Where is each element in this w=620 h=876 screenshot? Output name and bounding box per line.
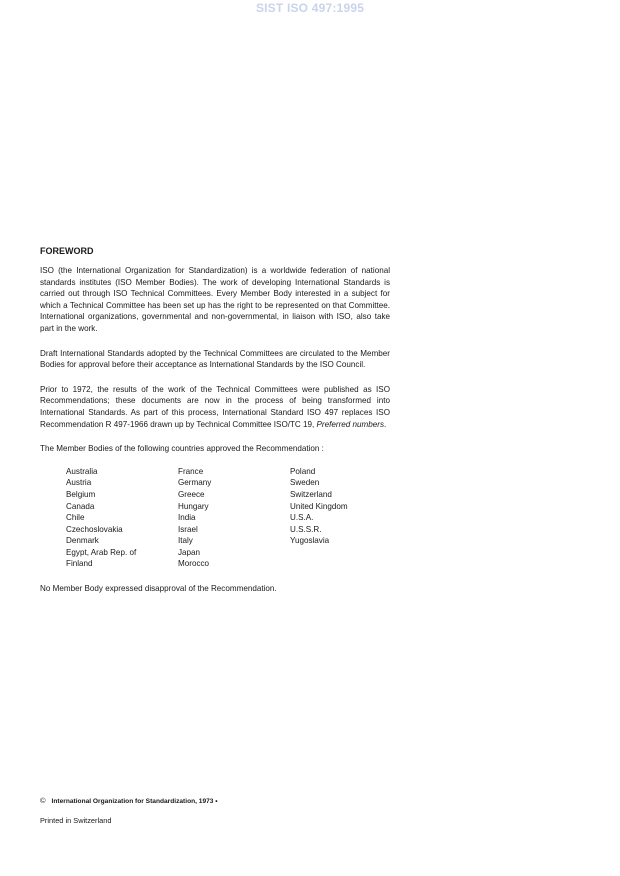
country: Sweden	[290, 478, 320, 488]
committee-title: Preferred numbers	[316, 419, 385, 429]
countries-intro: The Member Bodies of the following countries approved the Recommendation :	[40, 444, 324, 454]
country: India	[178, 513, 196, 523]
country: Czechoslovakia	[66, 524, 123, 534]
paragraph-iso-intro: ISO (the International Organization for Standardization) is a worldwide federation of national standards institutes (ISO Member Bodies). The work of developing International Standards is carried out through ISO Technical Committees. Every Member Body interested in a subject for which a Technical Committee has been set up has the right to be represented on that Committee. International organizations, governmental and non-governmental, in liaison with ISO, also take part in the work.	[40, 266, 390, 333]
watermark: SIST ISO 497:1995	[255, 1, 365, 15]
country: U.S.S.R.	[290, 524, 322, 534]
country: Japan	[178, 547, 201, 557]
printed-in: Printed in Switzerland	[40, 816, 112, 825]
copyright-text: International Organization for Standardization, 1973 •	[51, 798, 218, 805]
country-column-3	[290, 466, 390, 570]
country-list	[66, 466, 390, 570]
country: Egypt, Arab Rep. of	[66, 547, 137, 557]
country: Canada	[66, 501, 95, 511]
paragraph-history	[40, 384, 390, 430]
country: Chile	[66, 513, 85, 523]
country: Morocco	[178, 559, 210, 569]
closing-statement: No Member Body expressed disapproval of the Recommendation.	[40, 584, 277, 594]
country: Greece	[178, 489, 205, 499]
country-column-1	[66, 466, 178, 570]
copyright-icon: ©	[40, 796, 46, 805]
copyright-line	[40, 796, 218, 805]
country: Austria	[66, 478, 92, 488]
country: Switzerland	[290, 489, 332, 499]
country: Finland	[66, 559, 93, 569]
paragraph-draft-standards: Draft International Standards adopted by the Technical Committees are circulated to the Member Bodies for approval before their acceptance as International Standards by the ISO Council.	[40, 348, 390, 370]
country: U.S.A.	[290, 513, 314, 523]
section-heading: FOREWORD	[40, 246, 94, 256]
country: Italy	[178, 536, 193, 546]
country-column-2	[178, 466, 290, 570]
country: France	[178, 466, 204, 476]
country: Israel	[178, 524, 198, 534]
country: Australia	[66, 466, 98, 476]
foreword-section	[40, 246, 390, 595]
country: Germany	[178, 478, 212, 488]
country: Yugoslavia	[290, 536, 330, 546]
country: Hungary	[178, 501, 209, 511]
country: United Kingdom	[290, 501, 348, 511]
country: Poland	[290, 466, 316, 476]
history-end: .	[384, 419, 387, 429]
history-text: Prior to 1972, the results of the work of the Technical Committees were published as ISO Recommendations; these documents are now in the process of being transformed into International Standards. As part of this process, International Standard ISO 497 replaces ISO Recommendation R 497-1966 drawn up by Technical Committee ISO/TC 19,	[40, 384, 390, 429]
country: Denmark	[66, 536, 99, 546]
country: Belgium	[66, 489, 96, 499]
